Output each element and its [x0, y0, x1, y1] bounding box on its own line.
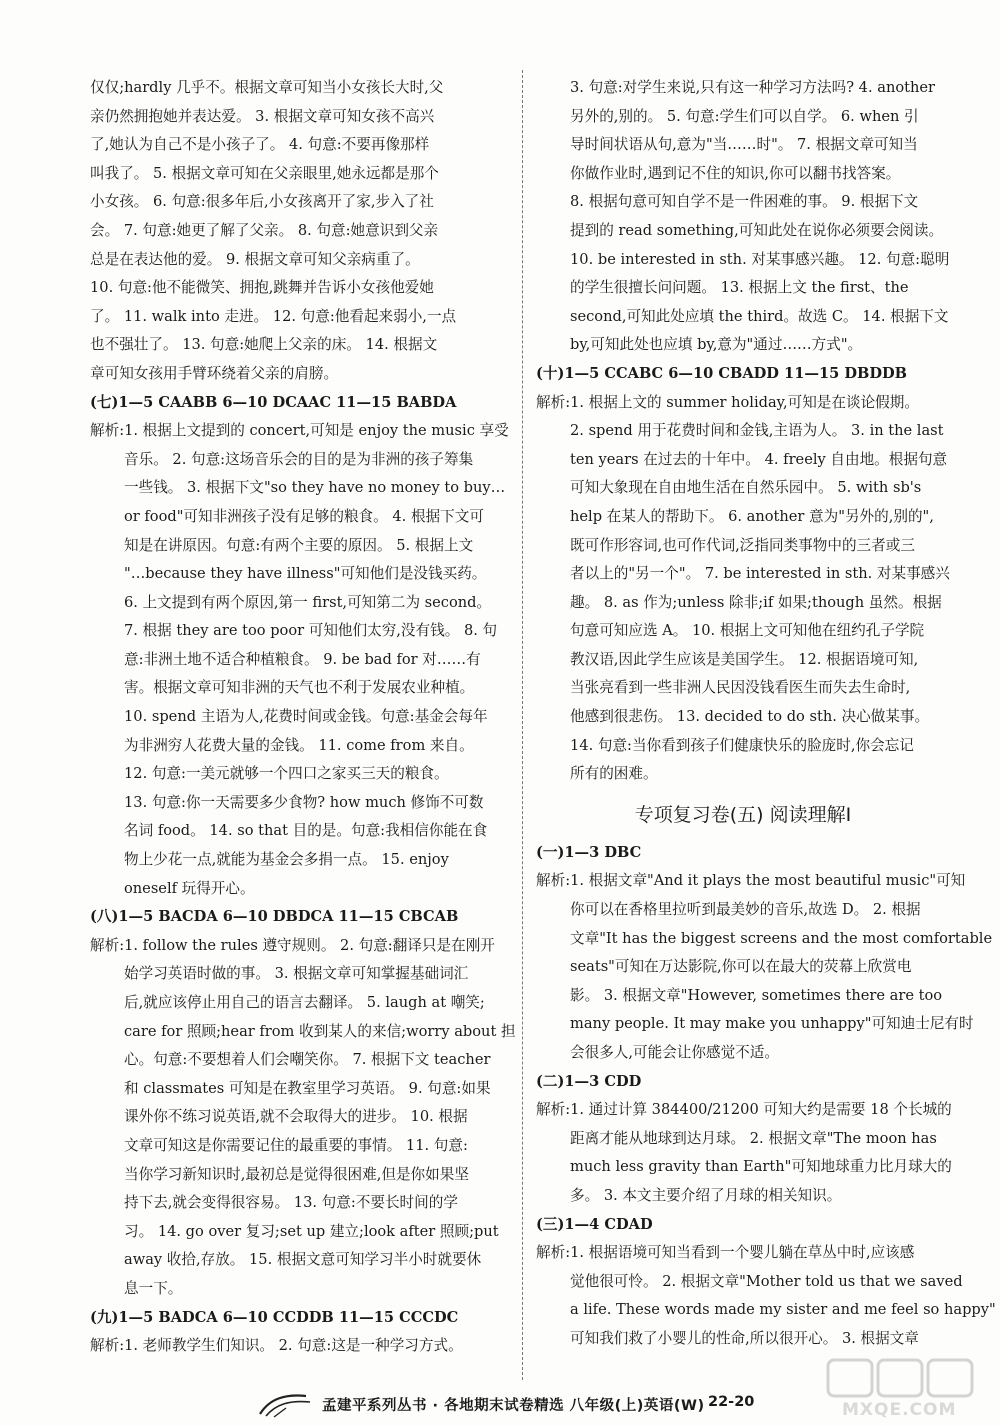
left-text-line: 心。句意:不要想着人们会嘲笑你。 7. 根据下文 teacher — [124, 1051, 491, 1069]
publisher-logo-icon — [256, 1390, 316, 1420]
left-text-line: 息一下。 — [124, 1279, 183, 1297]
left-text-line: 当你学习新知识时,最初总是觉得很困难,但是你如果坚 — [124, 1165, 469, 1183]
right-text-line: 解析:1. 根据语境可知当看到一个婴儿躺在草丛中时,应该感 — [536, 1244, 915, 1262]
watermark — [808, 1356, 988, 1422]
left-text-line: 10. spend 主语为人,花费时间或金钱。句意:基金会每年 — [124, 708, 488, 726]
left-column — [90, 74, 516, 1361]
right-text-line: 既可作形容词,也可作代词,泛指同类事物中的三者或三 — [570, 536, 915, 554]
left-text-line: 名词 food。 14. so that 目的是。句意:我相信你能在食 — [124, 822, 488, 840]
left-text-line: 解析:1. 老师教学生们知识。 2. 句意:这是一种学习方式。 — [90, 1337, 463, 1355]
left-answer-header: (八)1—5 BACDA 6—10 DBDCA 11—15 CBCAB — [90, 908, 459, 926]
right-text-line: much less gravity than Earth"可知地球重力比月球大的 — [570, 1158, 952, 1176]
right-text-line: help 在某人的帮助下。 6. another 意为"另外的,别的", — [570, 507, 934, 525]
left-text-line: 习。 14. go over 复习;set up 建立;look after 照顾;put — [124, 1222, 499, 1240]
left-text-line: 也不强壮了。 13. 句意:她爬上父亲的床。 14. 根据文 — [90, 336, 438, 354]
left-text-line: 会。 7. 句意:她更了解了父亲。 8. 句意:她意识到父亲 — [90, 221, 439, 239]
left-text-line: 音乐。 2. 句意:这场音乐会的目的是为非洲的孩子筹集 — [124, 450, 474, 468]
left-text-line: "…because they have illness"可知他们是没钱买药。 — [124, 565, 487, 583]
left-text-line: care for 照顾;hear from 收到某人的来信;worry about 担 — [124, 1022, 516, 1040]
right-text-line: 可知大象现在自由地生活在自然乐园中。 5. with sb's — [570, 479, 922, 497]
right-text-line: 解析:1. 通过计算 384400/21200 可知大约是需要 18 个长城的 — [536, 1101, 952, 1119]
right-text-line: 当张亮看到一些非洲人民因没钱看医生而失去生命时, — [570, 679, 911, 697]
right-text-line: 解析:1. 根据文章"And it plays the most beautiful music"可知 — [536, 872, 966, 890]
right-text-line: 句意可知应选 A。 10. 根据上文可知他在纽约孔子学院 — [570, 622, 925, 640]
left-text-line: 了。 11. walk into 走进。 12. 句意:他看起来弱小,一点 — [90, 307, 457, 325]
right-answer-header: (二)1—3 CDD — [536, 1072, 642, 1090]
left-text-line: 始学习英语时做的事。 3. 根据文章可知掌握基础词汇 — [124, 965, 469, 983]
right-answer-header: (三)1—4 CDAD — [536, 1215, 653, 1233]
left-text-line: 12. 句意:一美元就够一个四口之家买三天的粮食。 — [124, 765, 449, 783]
left-text-line: 为非洲穷人花费大量的金钱。 11. come from 来自。 — [124, 736, 474, 754]
right-text-line: 提到的 read something,可知此处在说你必须要会阅读。 — [570, 221, 944, 239]
left-text-line: away 收拾,存放。 15. 根据文意可知学习半小时就要休 — [124, 1251, 482, 1269]
page-number: 22-20 — [708, 1394, 755, 1410]
left-text-line: oneself 玩得开心。 — [124, 879, 255, 897]
right-text-line: 者以上的"另一个"。 7. be interested in sth. 对某事感兴 — [570, 565, 950, 583]
left-text-line: 后,就应该停止用自己的语言去翻译。 5. laugh at 嘲笑; — [124, 994, 485, 1011]
right-text-line: second,可知此处应填 the third。故选 C。 14. 根据下文 — [570, 307, 949, 325]
left-answer-header: (九)1—5 BADCA 6—10 CCDDB 11—15 CCCDC — [90, 1308, 459, 1326]
right-text-line: 另外的,别的。 5. 句意:学生们可以自学。 6. when 引 — [570, 107, 919, 125]
right-column-bottom-block — [536, 839, 996, 1354]
right-text-line: by,可知此处也应填 by,意为"通过……方式"。 — [570, 336, 863, 354]
right-text-line: 多。 3. 本文主要介绍了月球的相关知识。 — [570, 1186, 842, 1204]
left-text-line: 物上少花一点,就能为基金会多捐一点。 15. enjoy — [124, 851, 449, 869]
left-text-line: 仅仅;hardly 几乎不。根据文章可知当小女孩长大时,父 — [90, 79, 444, 96]
left-text-line: 持下去,就会变得很容易。 13. 句意:不要长时间的学 — [124, 1194, 458, 1212]
left-text-line: 解析:1. 根据上文提到的 concert,可知是 enjoy the music 享受 — [90, 422, 509, 440]
right-answer-header: (一)1—3 DBC — [536, 843, 642, 861]
left-text-line: 13. 句意:你一天需要多少食物? how much 修饰不可数 — [124, 793, 484, 811]
left-text-line: 一些钱。 3. 根据下文"so they have no money to buy… — [124, 479, 506, 497]
right-text-line: 的学生很擅长问问题。 13. 根据上文 the first、the — [570, 279, 909, 297]
right-text-line: 解析:1. 根据上文的 summer holiday,可知是在谈论假期。 — [536, 393, 919, 411]
left-answer-header: (七)1—5 CAABB 6—10 DCAAC 11—15 BABDA — [90, 393, 457, 411]
left-text-line: 意:非洲土地不适合种植粮食。 9. be bad for 对……有 — [124, 650, 481, 668]
left-text-line: 文章可知这是你需要记住的最重要的事情。 11. 句意: — [124, 1136, 468, 1154]
left-text-line: 课外你不练习说英语,就不会取得大的进步。 10. 根据 — [124, 1108, 468, 1126]
right-text-line: 10. be interested in sth. 对某事感兴趣。 12. 句意:聪明 — [570, 250, 950, 268]
left-text-line: 知是在讲原因。句意:有两个主要的原因。 5. 根据上文 — [124, 536, 474, 554]
left-text-line: 害。根据文章可知非洲的天气也不利于发展农业种植。 — [124, 679, 475, 697]
right-text-line: a life. These words made my sister and me feel so happy" — [570, 1301, 996, 1319]
left-text-line: 和 classmates 可知是在教室里学习英语。 9. 句意:如果 — [124, 1079, 491, 1097]
right-text-line: 觉他很可怜。 2. 根据文章"Mother told us that we saved — [570, 1272, 963, 1290]
right-text-line: 所有的困难。 — [570, 765, 658, 783]
right-text-line: ten years 在过去的十年中。 4. freely 自由地。根据句意 — [570, 450, 948, 468]
right-text-line: 文章"It has the biggest screens and the most comfortable — [570, 929, 993, 947]
left-text-line: 6. 上文提到有两个原因,第一 first,可知第二为 second。 — [124, 593, 492, 611]
left-text-line: 小女孩。 6. 句意:很多年后,小女孩离开了家,步入了社 — [90, 193, 434, 211]
watermark-stamp-icon — [808, 1356, 988, 1406]
right-text-line: 2. spend 用于花费时间和金钱,主语为人。 3. in the last — [570, 422, 944, 440]
left-text-line: 解析:1. follow the rules 遵守规则。 2. 句意:翻译只是在刚开 — [90, 936, 495, 954]
right-text-line: 8. 根据句意可知自学不是一件困难的事。 9. 根据下文 — [570, 193, 919, 211]
right-column — [536, 74, 996, 1354]
left-text-line: 亲仍然拥抱她并表达爱。 3. 根据文章可知女孩不高兴 — [90, 107, 435, 125]
right-text-line: 可知我们救了小婴儿的性命,所以很开心。 3. 根据文章 — [570, 1329, 919, 1347]
left-text-line: or food"可知非洲孩子没有足够的粮食。 4. 根据下文可 — [124, 507, 484, 525]
right-text-line: seats"可知在万达影院,你可以在最大的荧幕上欣赏电 — [570, 958, 912, 976]
right-answer-header: (十)1—5 CCABC 6—10 CBADD 11—15 DBDDB — [536, 364, 907, 382]
left-text-line: 章可知女孩用手臂环绕着父亲的肩膀。 — [90, 364, 339, 382]
left-text-line: 7. 根据 they are too poor 可知他们太穷,没有钱。 8. 句 — [124, 622, 498, 640]
right-text-line: 你可以在香格里拉听到最美妙的音乐,故选 D。 2. 根据 — [570, 901, 921, 919]
right-text-line: 会很多人,可能会让你感觉不适。 — [570, 1044, 779, 1061]
right-text-line: 14. 句意:当你看到孩子们健康快乐的脸庞时,你会忘记 — [570, 736, 914, 754]
right-text-line: 教汉语,因此学生应该是美国学生。 12. 根据语境可知, — [570, 650, 919, 668]
right-column-top-block — [536, 74, 950, 789]
right-text-line: 你做作业时,遇到记不住的知识,你可以翻书找答案。 — [570, 164, 901, 182]
column-divider — [522, 70, 523, 1380]
left-text-line: 叫我了。 5. 根据文章可知在父亲眼里,她永远都是那个 — [90, 164, 439, 182]
left-text-line: 总是在表达他的爱。 9. 根据文章可知父亲病重了。 — [90, 250, 420, 268]
watermark-text: MXQE.COM — [842, 1400, 957, 1420]
footer-series-title: 孟建平系列丛书 · 各地期末试卷精选 八年级(上)英语(W) — [322, 1398, 705, 1414]
right-text-line: 趣。 8. as 作为;unless 除非;if 如果;though 虽然。根据 — [570, 593, 942, 611]
right-text-line: many people. It may make you unhappy"可知迪士尼有时 — [570, 1015, 974, 1033]
right-text-line: 他感到很悲伤。 13. decided to do sth. 决心做某事。 — [570, 708, 930, 726]
right-text-line: 导时间状语从句,意为"当……时"。 7. 根据文章可知当 — [570, 136, 918, 154]
right-text-line: 影。 3. 根据文章"However, sometimes there are too — [570, 986, 943, 1004]
right-text-line: 3. 句意:对学生来说,只有这一种学习方法吗? 4. another — [570, 79, 936, 96]
left-text-line: 10. 句意:他不能微笑、拥抱,跳舞并告诉小女孩他爱她 — [90, 279, 434, 297]
right-text-line: 距离才能从地球到达月球。 2. 根据文章"The moon has — [570, 1129, 937, 1147]
left-text-line: 了,她认为自己不是小孩子了。 4. 句意:不要再像那样 — [90, 136, 430, 154]
section-title: 专项复习卷(五) 阅读理解Ⅰ — [634, 803, 852, 826]
